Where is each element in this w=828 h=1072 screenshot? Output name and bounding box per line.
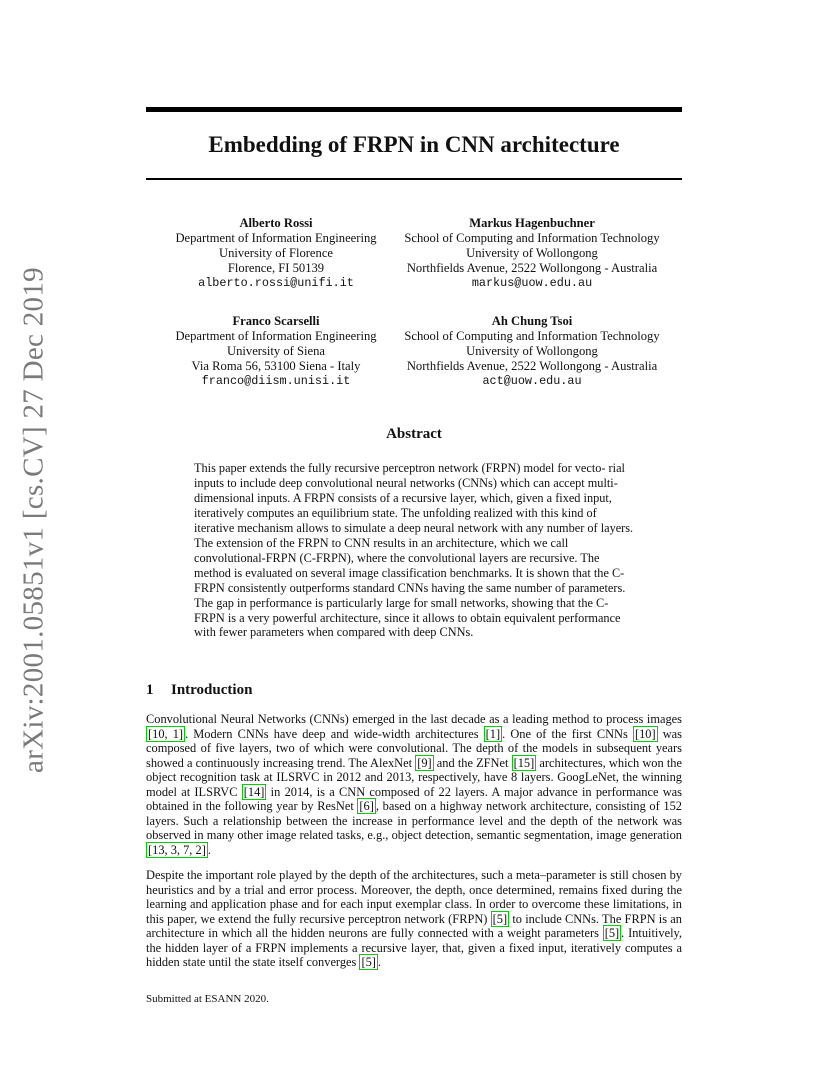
citation-link[interactable]: [5] bbox=[492, 911, 508, 926]
citation-link[interactable]: [14] bbox=[243, 784, 265, 799]
author-affiliation-line: Florence, FI 50139 bbox=[227, 261, 325, 275]
author-affiliation-line: Northfields Avenue, 2522 Wollongong - Australia bbox=[406, 261, 658, 275]
citation-link[interactable]: [13, 3, 7, 2] bbox=[148, 842, 206, 857]
paragraph-text: Convolutional Neural Networks (CNNs) emerged in the last decade as a leading method to process images bbox=[146, 712, 682, 726]
citation-link[interactable]: [1] bbox=[485, 726, 501, 741]
author-block-1 bbox=[146, 216, 406, 291]
author-affiliation-line: University of Siena bbox=[227, 344, 325, 358]
paragraph-text: in 2014, is a CNN composed of 22 layers. A major advance in performance was obtained in the following year by ResNet bbox=[146, 784, 682, 814]
abstract-heading: Abstract bbox=[386, 426, 442, 442]
intro-paragraph-2 bbox=[146, 868, 682, 970]
citation-link[interactable]: [15] bbox=[513, 755, 535, 770]
author-name: Alberto Rossi bbox=[239, 216, 313, 230]
citation-link[interactable]: [9] bbox=[417, 755, 432, 770]
author-affiliation-line: University of Wollongong bbox=[466, 246, 598, 260]
author-affiliation-line: Northfields Avenue, 2522 Wollongong - Australia bbox=[406, 359, 658, 373]
section-heading bbox=[146, 682, 252, 699]
intro-paragraph-1 bbox=[146, 712, 682, 857]
author-block-4 bbox=[392, 314, 672, 389]
author-affiliation-line: School of Computing and Information Technology bbox=[404, 329, 660, 343]
citation-link[interactable]: [10] bbox=[634, 726, 656, 741]
author-email[interactable]: markus@uow.edu.au bbox=[471, 276, 593, 290]
author-email[interactable]: act@uow.edu.au bbox=[482, 374, 582, 388]
author-affiliation-line: Via Roma 56, 53100 Siena - Italy bbox=[191, 359, 361, 373]
citation-link[interactable]: [5] bbox=[361, 955, 376, 970]
submission-footnote: Submitted at ESANN 2020. bbox=[146, 993, 269, 1005]
arxiv-identifier-text: arXiv:2001.05851v1 [cs.CV] 27 Dec 2019 bbox=[17, 267, 50, 773]
section-title: Introduction bbox=[171, 682, 253, 698]
paragraph-text: architectures, which won the object recognition task at ILSRVC in 2012 and 2013, respectively, have 8 layers. GoogLeNet, the winning model at ILSRVC bbox=[146, 755, 682, 799]
author-block-2 bbox=[392, 216, 672, 291]
citation-link[interactable]: [5] bbox=[604, 926, 620, 941]
paragraph-text: , based on a highway network architecture, consisting of 152 layers. Such a relationship between the increase in performance level and the depth of the network was observed in many other image related tasks, e.g., object detection, semantic segmentation, image generation bbox=[146, 799, 682, 843]
section-number: 1 bbox=[146, 682, 154, 698]
paragraph-text: . bbox=[207, 842, 211, 857]
author-email[interactable]: franco@diism.unisi.it bbox=[201, 374, 351, 388]
citation-link[interactable]: [6] bbox=[359, 799, 374, 814]
citation-link[interactable]: [10, 1] bbox=[148, 726, 184, 741]
paragraph-text: Despite the important role played by the depth of the architectures, such a meta–parameter is still chosen by heuristics and by a trial and error process. Moreover, the depth, once determined, remains fixed during the learning and application phase and for each input exemplar class. In order to overcome these limitations, in this paper, we extend the fully recursive perceptron network (FRPN) bbox=[146, 868, 682, 926]
author-affiliation-line: School of Computing and Information Technology bbox=[404, 231, 660, 245]
author-affiliation-line: University of Wollongong bbox=[466, 344, 598, 358]
title-rule-bottom bbox=[146, 178, 682, 180]
paragraph-text: . One of the first CNNs bbox=[502, 726, 633, 741]
paragraph-text: was composed of five layers, two of which were convolutional. The depth of the models in subsequent years showed a continuously increasing trend. The AlexNet bbox=[146, 726, 682, 770]
paragraph-text: . Modern CNNs have deep and wide-width architectures bbox=[185, 726, 484, 741]
abstract-text: This paper extends the fully recursive perceptron network (FRPN) model for vecto- rial inputs to include deep convolutional neural networks (CNNs) which can accept multi-dimensional inputs. A FRPN consists of a recursive layer, which, given a fixed input, iteratively computes an equilibrium state. The unfolding realized with this kind of iterative mechanism allows to simulate a deep neural network with any number of layers. The extension of the FRPN to CNN results in an architecture, which we call convolutional-FRPN (C-FRPN), where the convolutional layers are recursive. The method is evaluated on several image classification benchmarks. It is shown that the C-FRPN consistently outperforms standard CNNs having the same number of parameters. The gap in performance is particularly large for small networks, showing that the C-FRPN is a very powerful architecture, since it allows to obtain equivalent performance with fewer parameters when compared with deep CNNs. bbox=[194, 461, 634, 640]
author-email[interactable]: alberto.rossi@unifi.it bbox=[198, 276, 354, 290]
title-rule-top bbox=[146, 107, 682, 112]
author-name: Ah Chung Tsoi bbox=[491, 314, 573, 328]
author-block-3 bbox=[146, 314, 406, 389]
paragraph-text: . bbox=[377, 955, 382, 970]
paper-title: Embedding of FRPN in CNN architecture bbox=[208, 132, 620, 157]
author-name: Franco Scarselli bbox=[232, 314, 320, 328]
paragraph-text: to include CNNs. The FRPN is an architecture in which all the hidden neurons are fully connected with a weight parameters bbox=[146, 911, 682, 941]
author-name: Markus Hagenbuchner bbox=[469, 216, 595, 230]
author-affiliation-line: University of Florence bbox=[218, 246, 333, 260]
paragraph-text: . Intuitively, the hidden layer of a FRPN implements a recursive layer, that, given a fixed input, iteratively computes a hidden state until the state itself converges bbox=[146, 926, 683, 970]
paragraph-text: and the ZFNet bbox=[433, 755, 512, 770]
author-affiliation-line: Department of Information Engineering bbox=[175, 231, 377, 245]
author-affiliation-line: Department of Information Engineering bbox=[175, 329, 377, 343]
